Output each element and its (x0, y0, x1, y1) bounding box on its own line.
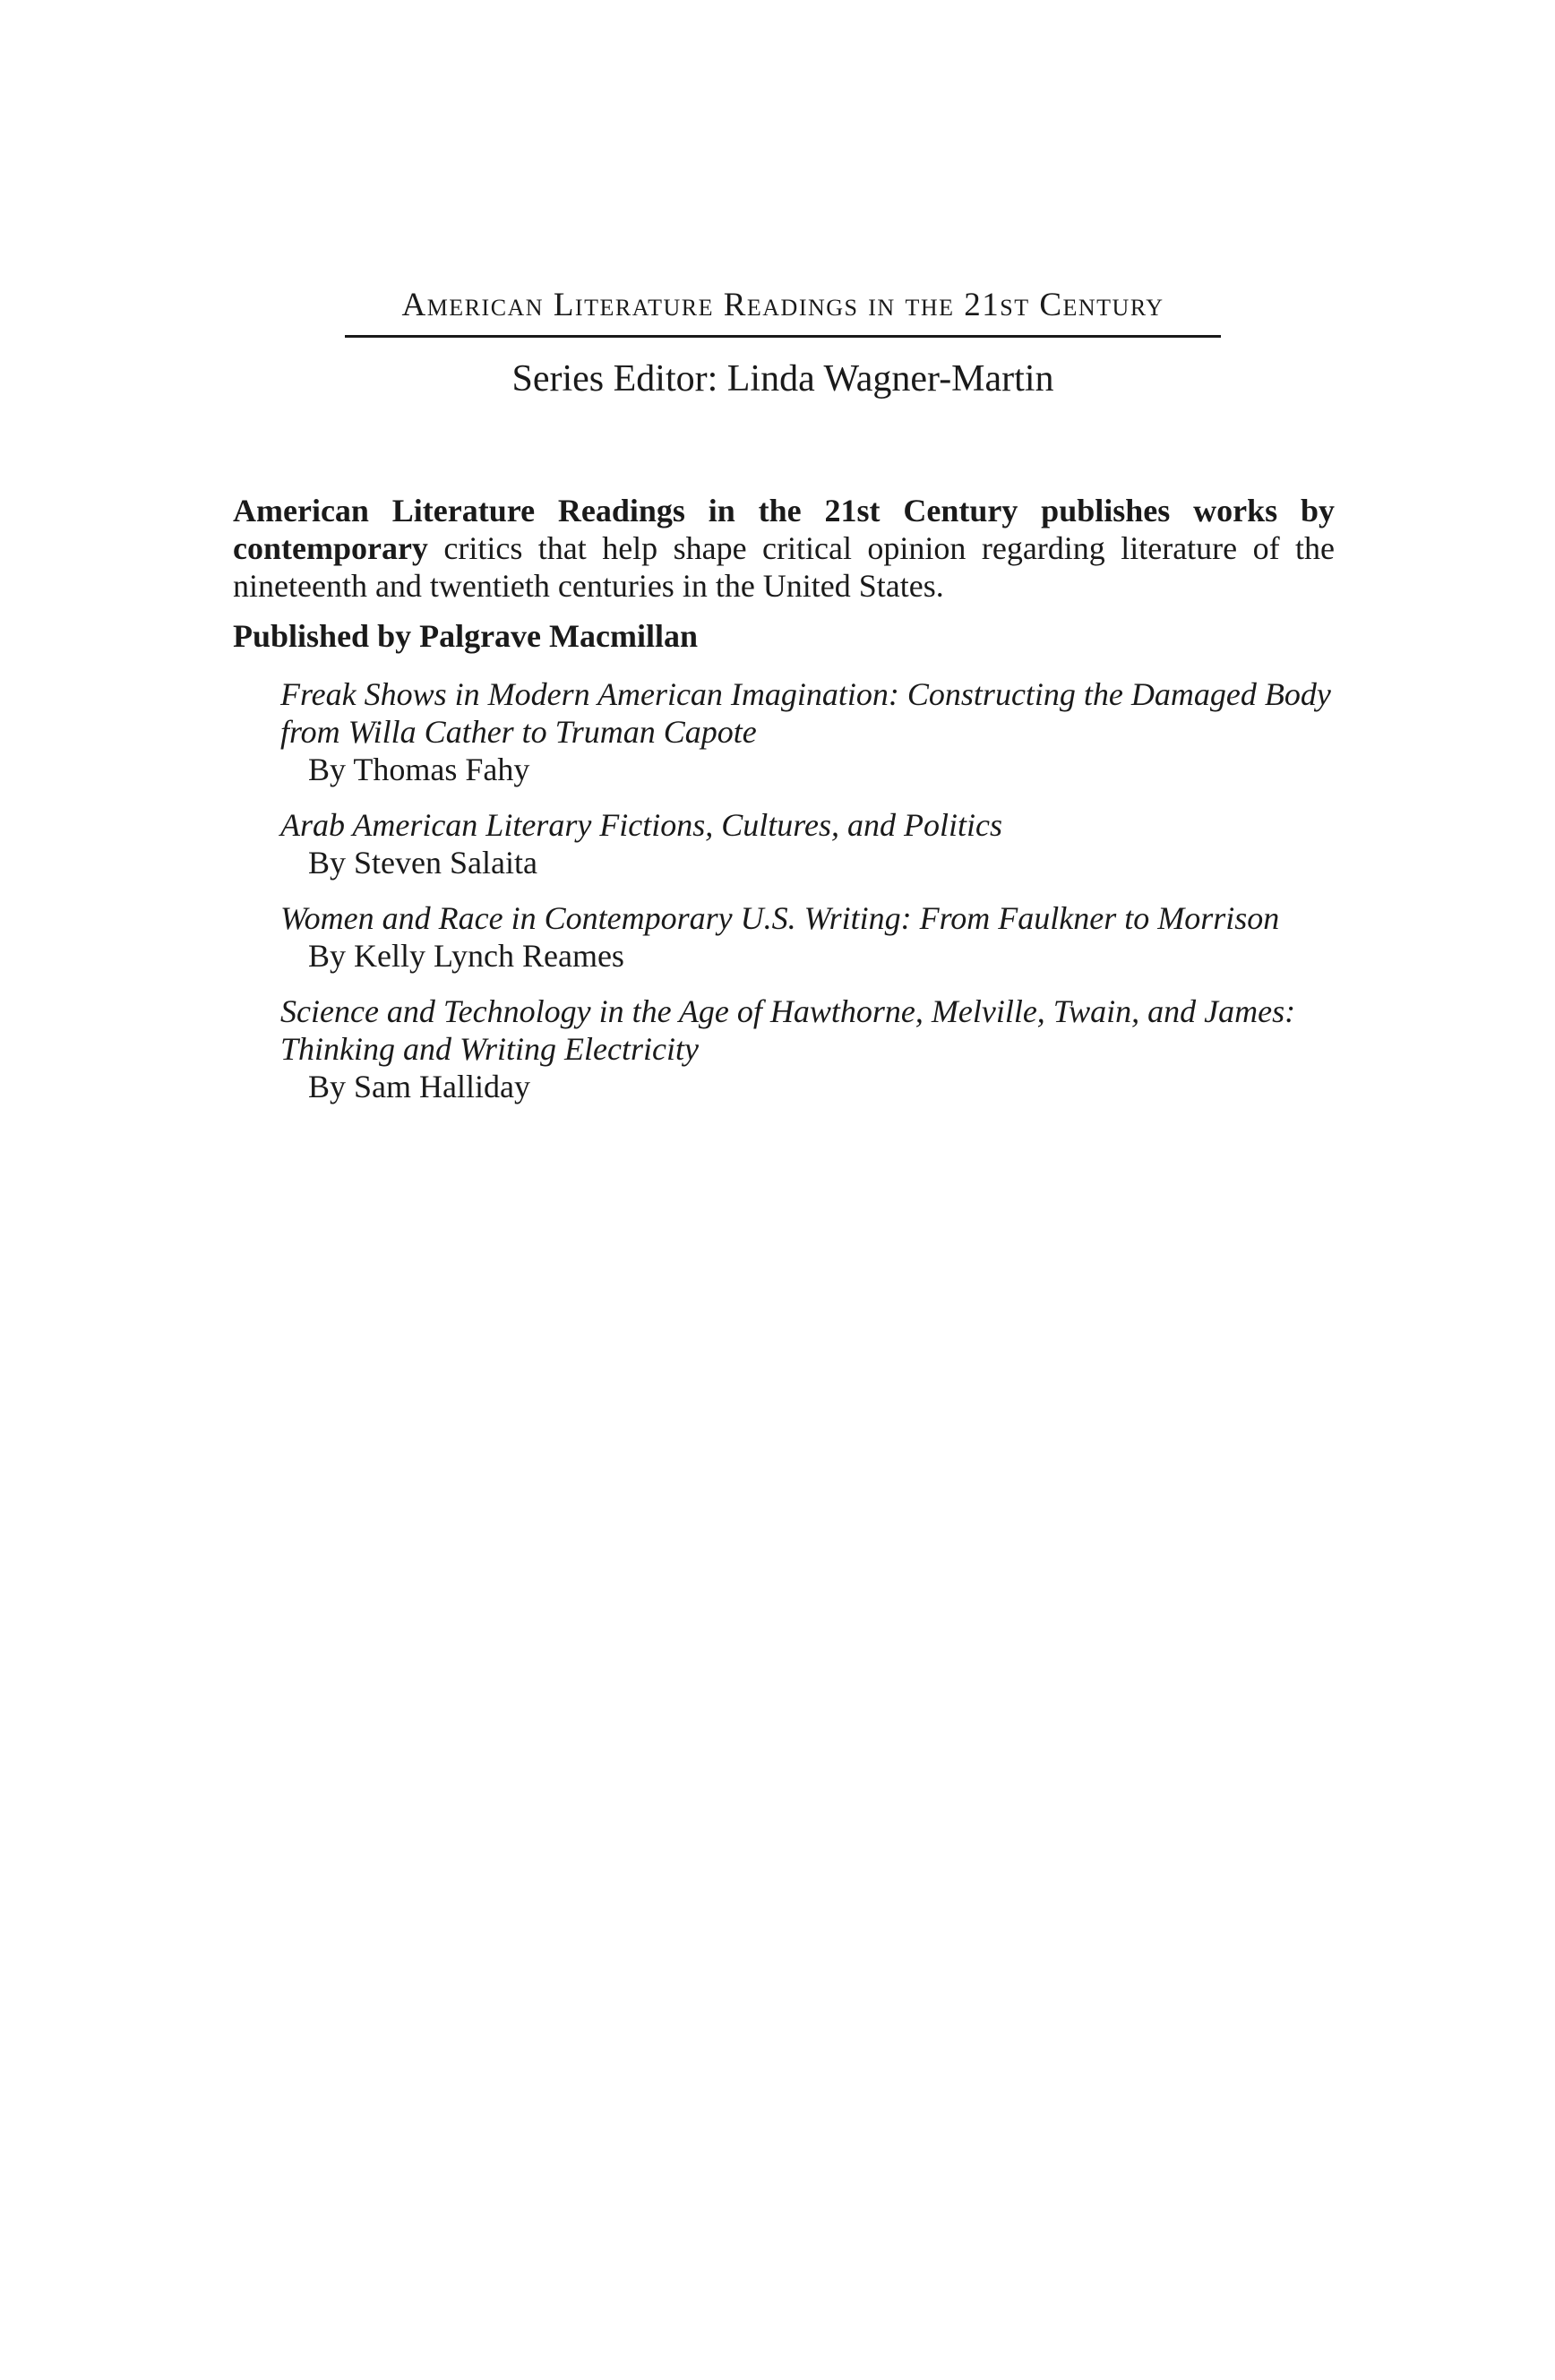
series-title: American Literature Readings in the 21st Century (401, 287, 1164, 323)
series-header (345, 285, 1221, 402)
book-title: Arab American Literary Fictions, Cultures, and Politics (280, 807, 1002, 843)
publisher-heading: Published by Palgrave Macmillan (233, 618, 699, 654)
book-author: By Kelly Lynch Reames (308, 938, 624, 974)
book-list-item (280, 992, 1337, 1105)
series-description (233, 492, 1335, 605)
book-list (280, 675, 1337, 1123)
book-list-item (280, 899, 1337, 975)
series-rule-divider (345, 335, 1221, 338)
book-author: By Thomas Fahy (308, 752, 530, 787)
book-author: By Steven Salaita (308, 845, 537, 881)
series-description-bold-lead: American Literature Readings in the 21st Century publishes works by contemporary (233, 493, 1335, 566)
series-editor: Series Editor: Linda Wagner-Martin (511, 358, 1054, 400)
series-description-text: critics that help shape critical opinion regarding literature of the nineteenth and twentieth centuries in the United States. (233, 530, 1335, 604)
book-title: Freak Shows in Modern American Imagination: Constructing the Damaged Body from Willa Cather to Truman Capote (280, 676, 1331, 750)
book-title: Women and Race in Contemporary U.S. Writing: From Faulkner to Morrison (280, 900, 1280, 936)
book-list-item (280, 806, 1337, 881)
book-list-item (280, 675, 1337, 788)
book-title: Science and Technology in the Age of Hawthorne, Melville, Twain, and James: Thinking and Writing Electricity (280, 993, 1296, 1067)
book-author: By Sam Halliday (308, 1069, 530, 1104)
